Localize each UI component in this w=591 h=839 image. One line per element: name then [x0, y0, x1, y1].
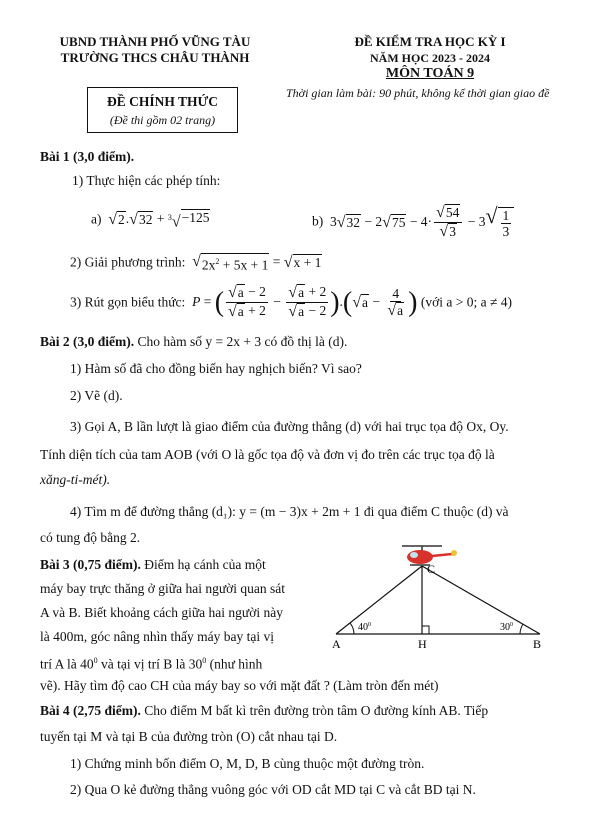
- q2-text: 2) Giải phương trình:: [70, 254, 186, 270]
- exam-title: ĐỀ KIỂM TRA HỌC KỲ I: [354, 34, 506, 49]
- bai1-q2: [70, 253, 322, 274]
- pages-note: (Đề thi gồm 02 trang): [109, 113, 216, 127]
- bai2-q1: 1) Hàm số đã cho đồng biến hay nghịch biến? Vì sao?: [70, 361, 362, 376]
- bai1-a: [91, 209, 210, 231]
- a-expression: √ 2 . √ 32 + $^3$√ −125: [108, 210, 210, 231]
- bai2-q4b: có tung độ bằng 2.: [40, 530, 141, 545]
- bai3-l3: A và B. Biết khoảng cách giữa hai người này: [40, 605, 283, 620]
- bai3-l1: [40, 556, 266, 574]
- bai4-q2: 2) Qua O kẻ đường thẳng vuông góc với OD cắt MD tại C và cắt BD tại N.: [70, 782, 476, 797]
- bai1-b: [312, 204, 514, 241]
- l5-part-c: (như hình: [206, 656, 263, 672]
- arc-a: [350, 623, 354, 634]
- bai2-q3c: xăng-ti-mét).: [40, 472, 111, 487]
- b-label: b): [312, 213, 324, 229]
- bai3-title: Bài 3 (0,75 điểm).: [40, 557, 141, 572]
- bai4-text1: Cho điểm M bất kì trên đường tròn tâm O đường kính AB. Tiếp: [144, 703, 489, 718]
- a-label: a): [91, 211, 102, 227]
- official-label: ĐỀ CHÍNH THỨC: [106, 94, 218, 109]
- school-year: NĂM HỌC 2023 - 2024: [370, 51, 490, 65]
- bai2-q2: 2) Vẽ (d).: [70, 388, 123, 403]
- deg-a: 0: [93, 656, 98, 665]
- label-c: C: [427, 562, 436, 576]
- angle-a-label: $40^0$: [358, 622, 371, 633]
- l5-part-a: trí A là 40: [40, 656, 94, 672]
- q3-text: 3) Rút gọn biểu thức:: [70, 294, 186, 310]
- bai1-q3: [70, 284, 512, 321]
- bai2-header: [40, 333, 347, 351]
- time-note: Thời gian làm bài: 90 phút, không kể thời gian giao đề: [286, 86, 550, 100]
- helicopter-figure: [330, 540, 555, 655]
- bai3-text1: Điểm hạ cánh của một: [144, 557, 266, 572]
- q3-expression: P = ( √ a − 2 √ a + 2 − √ a + 2 √ a − 2 ).( √ a − 4 √ a ): [192, 284, 418, 320]
- bai1-q1: 1) Thực hiện các phép tính:: [72, 173, 221, 188]
- bai4-l2: tuyến tại M và tại B của đường tròn (O) cắt nhau tại D.: [40, 729, 338, 744]
- bai3-l5: [40, 652, 262, 674]
- deg-b: 0: [202, 656, 207, 665]
- angle-b-label: $30^0$: [500, 622, 513, 633]
- bai3-l6: vẽ). Hãy tìm độ cao CH của máy bay so với mặt đất ? (Làm tròn đến mét): [40, 678, 439, 693]
- subject: MÔN TOÁN 9: [385, 66, 475, 81]
- line-bc: [422, 566, 540, 634]
- label-b: B: [533, 637, 542, 651]
- bai3-l2: máy bay trực thăng ở giữa hai người quan sát: [40, 581, 286, 596]
- l5-part-b: và tại vị trí B là 30: [97, 656, 203, 672]
- b-expression: 3 √ 32 − 2 √ 75 − 4· √ 54 √ 3 − 3 √ $\frac{1}{3}$: [327, 214, 515, 229]
- school-name: TRƯỜNG THCS CHÂU THÀNH: [60, 50, 250, 65]
- arc-b: [520, 624, 523, 634]
- bai2-q4a: 4) Tìm m để đường thẳng (d₁): y = (m − 3)x + 2m + 1 đi qua điểm C thuộc (d) và: [70, 504, 509, 519]
- bai2-q3b: Tính diện tích của tam AOB (với O là gốc tọa độ và đơn vị đo trên các trục tọa độ là: [40, 447, 495, 462]
- line-ac: [336, 566, 422, 634]
- bai3-l4: là 400m, góc nâng nhìn thấy máy bay tại vị: [40, 629, 274, 644]
- right-angle-mark: [422, 626, 429, 634]
- bai1-title: Bài 1 (3,0 điểm).: [40, 149, 135, 164]
- q3-condition: (với a > 0; a ≠ 4): [420, 294, 513, 310]
- bai4-q1: 1) Chứng minh bốn điểm O, M, D, B cùng thuộc một đường tròn.: [70, 756, 425, 771]
- bai4-l1: [40, 702, 488, 720]
- q2-equation: √ $2x^2 + 5x + 1$ = √ x + 1: [192, 253, 322, 273]
- bai4-title: Bài 4 (2,75 điểm).: [40, 703, 141, 718]
- bai2-title: Bài 2 (3,0 điểm).: [40, 334, 135, 349]
- school-district: UBND THÀNH PHỐ VŨNG TÀU: [59, 34, 251, 49]
- bai2-intro: Cho hàm số y = 2x + 3 có đồ thị là (d).: [137, 334, 348, 349]
- bai2-q3a: 3) Gọi A, B lần lượt là giao điểm của đường thẳng (d) với hai trục tọa độ Ox, Oy.: [70, 419, 509, 434]
- label-h: H: [418, 637, 427, 651]
- label-a: A: [332, 637, 341, 651]
